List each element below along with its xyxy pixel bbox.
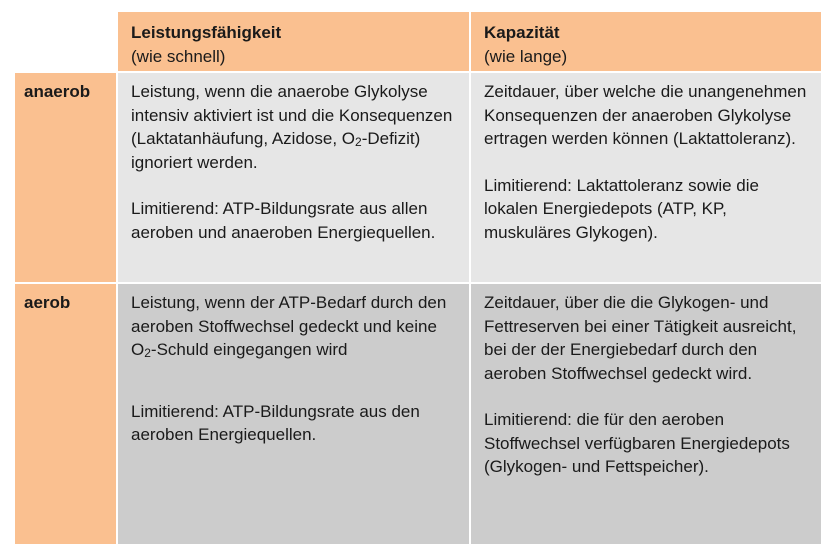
- row-aerob: [15, 282, 823, 544]
- cell-aerob-leistung: [118, 282, 471, 544]
- comparison-table: [15, 12, 823, 544]
- cell-paragraph: Leistung, wenn die anaerobe Glykolyse intensiv aktiviert ist und die Konsequenzen (Laktatanhäufung, Azidose, $O_2-Defizit$) ignoriert werden.: [131, 82, 453, 172]
- cell-paragraph: Zeitdauer, über die die Glykogen- und Fettreserven bei einer Tätigkeit ausreicht, bei der der Energiebedarf durch den aeroben Stoffwechsel gedeckt wird.: [484, 293, 797, 383]
- header-leistungsfaehigkeit: [118, 12, 471, 71]
- row-anaerob: [15, 71, 823, 282]
- header-title: Kapazität: [484, 23, 560, 42]
- header-row: [15, 12, 823, 71]
- header-kapazitaet: [471, 12, 823, 71]
- corner-cell: [15, 12, 118, 71]
- header-title: Leistungsfähigkeit: [131, 23, 282, 42]
- cell-paragraph: Zeitdauer, über welche die unangenehmen Konsequenzen der anaeroben Glykolyse ertragen werden können (Laktattoleranz).: [484, 82, 807, 148]
- cell-limit-paragraph: Limitierend: ATP-Bildungsrate aus den aeroben Energiequellen.: [131, 401, 420, 444]
- header-subtitle: (wie lange): [484, 46, 568, 66]
- row-label: aerob: [15, 282, 118, 544]
- cell-anaerob-leistung: [118, 71, 471, 282]
- cell-aerob-kapazitaet: [471, 282, 823, 544]
- cell-limit-paragraph: Limitierend: Laktattoleranz sowie die lokalen Energiedepots (ATP, KP, muskuläres Glykogen).: [484, 175, 759, 242]
- cell-limit-paragraph: Limitierend: ATP-Bildungsrate aus allen aeroben und anaeroben Energiequellen.: [131, 199, 436, 242]
- cell-paragraph: Leistung, wenn der ATP-Bedarf durch den aeroben Stoffwechsel gedeckt und keine $O_2$-Schuld eingegangen wird: [131, 293, 447, 360]
- cell-anaerob-kapazitaet: [471, 71, 823, 282]
- row-label: anaerob: [15, 71, 118, 282]
- header-subtitle: (wie schnell): [131, 46, 226, 66]
- cell-limit-paragraph: Limitierend: die für den aeroben Stoffwechsel verfügbaren Energiedepots (Glykogen- und Fettspeicher).: [484, 410, 790, 476]
